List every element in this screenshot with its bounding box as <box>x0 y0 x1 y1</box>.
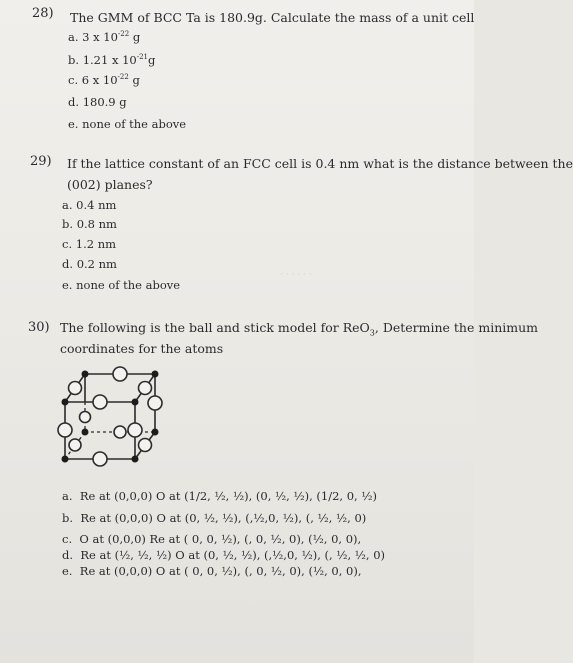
q29-option-d: d. 0.2 nm <box>62 257 117 271</box>
q29-option-b: b. 0.8 nm <box>62 217 117 231</box>
q28-option-a: a. 3 x $10^{-22}$ g <box>68 30 141 44</box>
q29-option-a: a. 0.4 nm <box>62 198 117 212</box>
q28-option-e: e. none of the above <box>68 117 187 131</box>
q29-option-e: e. none of the above <box>62 278 181 292</box>
q30-number: 30) <box>28 320 50 335</box>
q29-text-line2: (002) planes? <box>67 177 153 192</box>
q28-option-c: c. 6 x $10^{-22}$ g <box>68 73 140 87</box>
q30-option-e: e. Re at (0,0,0) O at ( 0, 0, ½), (, 0, ½, 0), (½, 0, 0), <box>62 564 362 578</box>
q29-text-line1: If the lattice constant of an FCC cell is 0.4 nm what is the distance between the <box>67 156 573 171</box>
q30-option-d: d. Re at (½, ½, ½) O at (0, ½, ½), (,½,0, ½), (, ½, ½, 0) <box>62 548 386 562</box>
q30-text-line2: coordinates for the atoms <box>60 341 224 356</box>
q29-option-c: c. 1.2 nm <box>62 237 117 251</box>
q28-number: 28) <box>32 6 54 21</box>
q28-text: The GMM of BCC Ta is 180.9g. Calculate the mass of a unit cell <box>70 10 475 25</box>
q30-text-line1: The following is the ball and stick model for ReO$_3$, Determine the minimum <box>60 320 539 338</box>
q28-option-b: b. 1.21 x $10^{-21}g$ <box>68 53 156 67</box>
bleed-text-1: · · · · · · <box>280 270 312 280</box>
q30-option-a: a. Re at (0,0,0) O at (1/2, ½, ½), (0, ½, ½), (1/2, 0, ½) <box>62 489 377 503</box>
q30-option-b: b. Re at (0,0,0) O at (0, ½, ½), (,½,0, ½), (, ½, ½, 0) <box>62 511 367 525</box>
q29-number: 29) <box>30 154 52 169</box>
q30-option-c: c. O at (0,0,0) Re at ( 0, 0, ½), (, 0, ½, 0), (½, 0, 0), <box>62 532 362 546</box>
reo3-ball-stick-model <box>40 362 180 472</box>
q28-option-d: d. 180.9 g <box>68 95 127 109</box>
